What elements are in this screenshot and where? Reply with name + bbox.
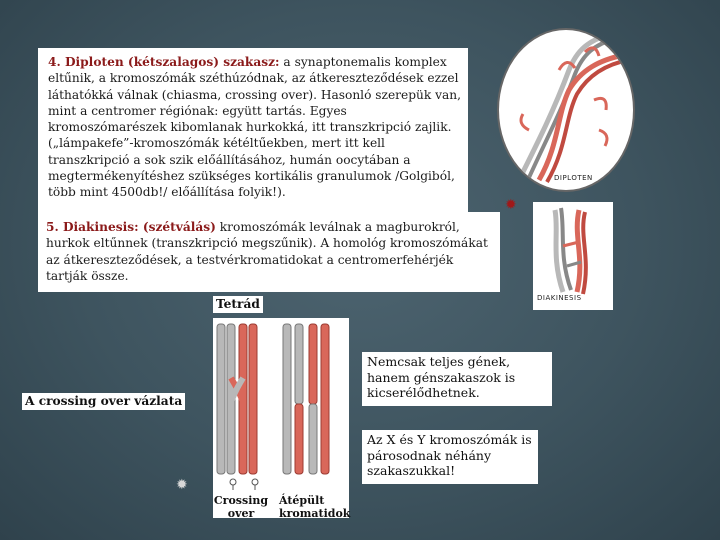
- diakinesis-caption: DIAKINESIS: [537, 294, 582, 302]
- diakinesis-figure: [533, 202, 613, 310]
- xy-note: Az X és Y kromoszómák is párosodnak néhány szakaszukkal!: [367, 432, 532, 478]
- rebuilt-chromatids-label: Átépült kromatidok: [279, 494, 351, 520]
- diploten-chromosomes-illustration: [499, 30, 633, 190]
- diploten-body: a synaptonemalis komplex eltűnik, a kromoszómák széthúzódnak, az átkereszteződések ezzel láthatókká válnak (chiasma, crossing over). Hasonló szerepük van, mint a centromer régiónak: együtt tartás. Egyes kromoszómarészek kibomlanak hurkokká, itt transzkripció zajlik. („lámpakefe”-kromoszómák kétéltűekben, mert itt kell transzkripció a sok szik előállításához, humán oocytában a megtermékenyítéshez szükséges kortikális granulumok /Golgiból, több mint 4500db!/ előállítása folyik!).: [48, 55, 462, 200]
- crossing-over-label: Crossing over: [213, 494, 269, 520]
- diakinesis-text: [46, 219, 498, 284]
- bullet-icon: ✹: [505, 197, 517, 213]
- diakinesis-heading: 5. Diakinesis: (szétválás): [46, 220, 216, 234]
- diploten-figure: [497, 28, 635, 192]
- diakinesis-body: kromoszómák leválnak a magburokról, hurkok eltűnnek (transzkripció megszűnik). A homológ kromoszómákat az átkereszteződések, a testvérkromatidokat a centromerfehérjék tartják össze.: [46, 220, 488, 283]
- diploten-heading: 4. Diploten (kétszalagos) szakasz:: [48, 55, 280, 69]
- tetrad-label: Tetrád: [213, 296, 263, 313]
- diploten-text: [48, 54, 468, 201]
- genes-note: Nemcsak teljes gének, hanem génszakaszok is kicserélődhetnek.: [367, 354, 516, 400]
- crossing-sketch-label: A crossing over vázlata: [22, 393, 185, 410]
- crossing-over-illustration: [213, 318, 349, 518]
- diploten-caption: DIPLOTEN: [554, 174, 593, 182]
- bullet-icon-2: ✹: [176, 477, 188, 493]
- crossing-over-figure: [213, 318, 349, 518]
